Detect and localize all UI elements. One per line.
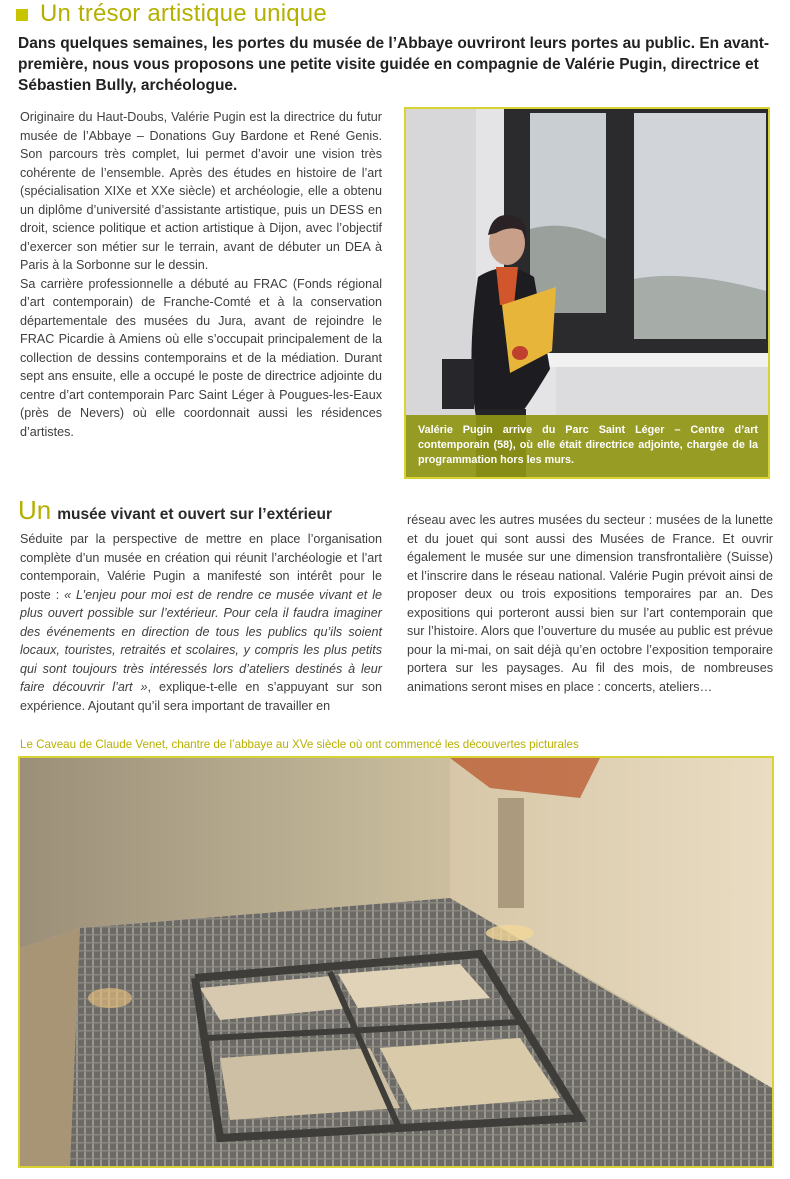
column-mid-right — [407, 511, 773, 696]
paragraph-origins: Originaire du Haut-Doubs, Valérie Pugin est la directrice du futur musée de l’Abbaye – Donations Guy Bardone et René Genis. Son parcours très complet, lui permet d’avoir une vision très cohérente de l’ensemble. Après des études en histoire de l’art (spécialisation XIXe et XXe siècle) et archéologie, elle a obtenu un diplôme d’université d’assistante artistique, puis un DESS en droit, science politique et action artistique à Dijon, avec l’objectif d’exercer son métier sur le terrain, avant de débuter un DEA à Paris à la Sorbonne sur le dessin. — [20, 110, 382, 272]
paragraph-network: réseau avec les autres musées du secteur : musées de la lunette et du jouet qui sont aussi des Musées de France. Et ouvrir également le musée sur une dimension transfrontalière (Suisse) et l’inscrire dans le réseau national. Valérie Pugin prévoit ainsi de proposer deux ou trois expositions temporaires par an. Des expositions qui porteront aussi bien sur l’art contemporain que sur l’histoire. Alors que l’ouverture du musée au public est prévue pour la mi-mai, on sait déjà qu’en octobre l’exposition temporaire portera sur les paysages. Au fil des mois, de nombreuses animations seront mises en place : concerts, ateliers… — [407, 513, 773, 694]
page-title: Un trésor artistique unique — [40, 0, 327, 27]
paragraph-career: Sa carrière professionnelle a débuté au FRAC (Fonds régional d’art contemporain) de Franche-Comté et à la conservation départementale des musées du Jura, avant de rejoindre le FRAC Picardie à Amiens où elle s’occupait principalement de la collection de dessins contemporains et de la médiation. Durant sept ans ensuite, elle a occupé le poste de directrice adjointe du centre d’art contemporain Parc Saint Léger à Pougues-les-Eaux (près de Nevers) où elle coordonnait aussi les résidences d’artistes. — [20, 276, 382, 439]
section-heading — [18, 496, 388, 524]
quote-valerie-pugin: « L’enjeu pour moi est de rendre ce musée vivant et le plus ouvert possible sur l’extérieur. Pour cela il faudra imaginer des événements en direction de tous les publics qu’ils soient locaux, touristes, retraités et scolaires, y compris les plus petits qui sont toujours très intéressés lors d’ateliers destinés à leur faire découvrir l’art » — [20, 587, 382, 694]
column-top-left — [20, 108, 382, 441]
portrait-photo — [404, 107, 770, 479]
section-heading-text: musée vivant et ouvert sur l’extérieur — [57, 506, 333, 523]
section-heading-initial: Un — [18, 495, 52, 525]
title-bullet-square — [16, 9, 28, 21]
paragraph-museum-vision — [20, 530, 382, 715]
intro-lead: Dans quelques semaines, les portes du musée de l’Abbaye ouvriront leurs portes au public. En avant-première, nous vous proposons une petite visite guidée en compagnie de Valérie Pugin, directrice et Sébastien Bully, archéologue. — [18, 35, 770, 94]
column-mid-left — [20, 530, 382, 715]
paragraph-museum-vision-start: Séduite par la perspective de mettre en place l’organisation complète d’un musée en création qui réunit l’archéologie et l’art contemporain, Valérie Pugin a manifesté son intérêt pour le poste : — [20, 532, 382, 602]
paragraph-museum-vision-end: , explique-t-elle en s’appuyant sur son expérience. Ajoutant qu’il sera important de travailler en — [20, 680, 382, 713]
title-row — [16, 0, 327, 28]
caveau-illustration — [20, 758, 772, 1166]
caveau-caption: Le Caveau de Claude Venet, chantre de l’abbaye au XVe siècle où ont commencé les découvertes picturales — [20, 738, 579, 751]
portrait-caption: Valérie Pugin arrive du Parc Saint Léger – Centre d’art contemporain (58), où elle était directrice adjointe, chargée de la programmation hors les murs. — [406, 415, 768, 477]
caveau-photo — [18, 756, 774, 1168]
